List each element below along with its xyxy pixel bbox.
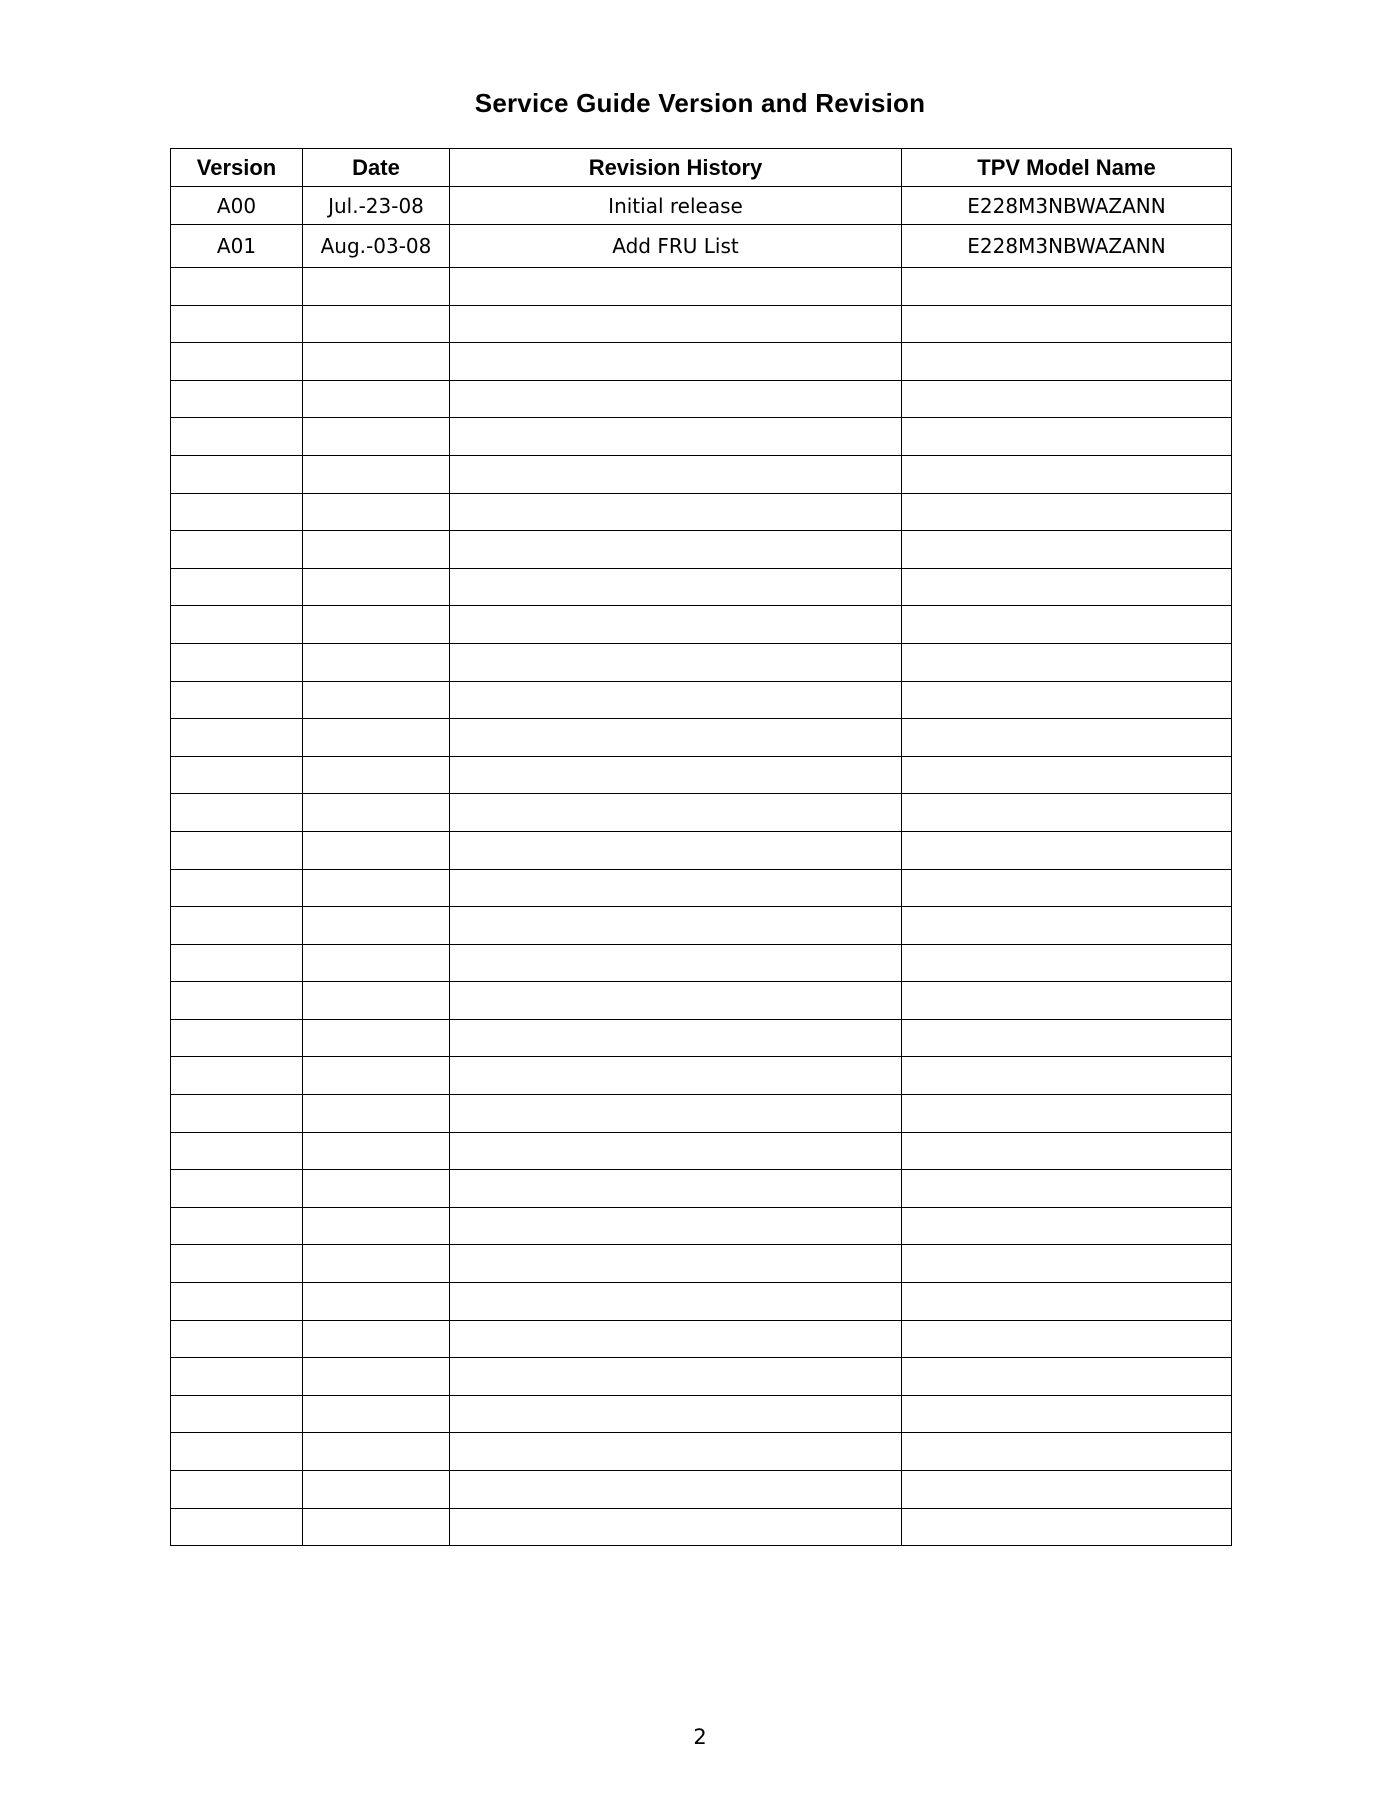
empty-table-row <box>171 982 1232 1020</box>
cell-version: A00 <box>171 187 303 225</box>
empty-table-row <box>171 1245 1232 1283</box>
cell-date <box>303 606 450 644</box>
cell-date <box>303 831 450 869</box>
cell-date: Jul.-23-08 <box>303 187 450 225</box>
cell-version <box>171 944 303 982</box>
cell-model-name <box>902 831 1232 869</box>
cell-model-name <box>902 1132 1232 1170</box>
cell-revision-history <box>450 418 902 456</box>
empty-table-row <box>171 719 1232 757</box>
cell-date <box>303 869 450 907</box>
cell-date <box>303 907 450 945</box>
cell-model-name <box>902 982 1232 1020</box>
cell-date <box>303 493 450 531</box>
cell-version <box>171 1320 303 1358</box>
empty-table-row <box>171 1471 1232 1509</box>
cell-model-name <box>902 1433 1232 1471</box>
cell-revision-history <box>450 268 902 306</box>
empty-table-row <box>171 1433 1232 1471</box>
cell-version <box>171 794 303 832</box>
cell-date <box>303 1433 450 1471</box>
cell-version <box>171 531 303 569</box>
table-row <box>171 187 1232 225</box>
cell-revision-history <box>450 1170 902 1208</box>
cell-version <box>171 268 303 306</box>
page-title: Service Guide Version and Revision <box>474 88 926 118</box>
empty-table-row <box>171 869 1232 907</box>
cell-date <box>303 1471 450 1509</box>
cell-model-name <box>902 455 1232 493</box>
empty-table-row <box>171 794 1232 832</box>
empty-table-row <box>171 455 1232 493</box>
cell-version <box>171 907 303 945</box>
cell-version <box>171 493 303 531</box>
header-date: Date <box>303 149 450 187</box>
cell-model-name <box>902 1207 1232 1245</box>
empty-table-row <box>171 907 1232 945</box>
cell-revision-history <box>450 1395 902 1433</box>
cell-revision-history <box>450 1471 902 1509</box>
cell-revision-history: Add FRU List <box>450 225 902 268</box>
cell-model-name <box>902 1471 1232 1509</box>
empty-table-row <box>171 568 1232 606</box>
cell-model-name <box>902 1358 1232 1396</box>
cell-revision-history <box>450 1095 902 1133</box>
cell-revision-history <box>450 531 902 569</box>
cell-revision-history <box>450 869 902 907</box>
cell-revision-history <box>450 681 902 719</box>
cell-version <box>171 869 303 907</box>
cell-model-name <box>902 869 1232 907</box>
cell-version <box>171 1508 303 1546</box>
empty-table-row <box>171 1095 1232 1133</box>
cell-date <box>303 756 450 794</box>
cell-revision-history <box>450 1358 902 1396</box>
cell-model-name <box>902 1245 1232 1283</box>
cell-version <box>171 1095 303 1133</box>
empty-table-row <box>171 418 1232 456</box>
cell-revision-history <box>450 756 902 794</box>
cell-version <box>171 455 303 493</box>
cell-date <box>303 982 450 1020</box>
cell-version <box>171 1283 303 1321</box>
empty-table-row <box>171 831 1232 869</box>
page-number: 2 <box>693 1725 707 1749</box>
cell-date <box>303 1395 450 1433</box>
cell-revision-history <box>450 982 902 1020</box>
cell-date <box>303 1245 450 1283</box>
empty-table-row <box>171 305 1232 343</box>
empty-table-row <box>171 944 1232 982</box>
cell-date <box>303 944 450 982</box>
header-version: Version <box>171 149 303 187</box>
empty-table-row <box>171 681 1232 719</box>
cell-model-name <box>902 606 1232 644</box>
cell-model-name <box>902 1395 1232 1433</box>
cell-version <box>171 1245 303 1283</box>
empty-table-row <box>171 493 1232 531</box>
cell-date <box>303 1358 450 1396</box>
cell-revision-history <box>450 1019 902 1057</box>
cell-date <box>303 1057 450 1095</box>
cell-revision-history <box>450 1320 902 1358</box>
cell-date <box>303 1019 450 1057</box>
cell-model-name <box>902 418 1232 456</box>
cell-revision-history <box>450 455 902 493</box>
cell-revision-history <box>450 1207 902 1245</box>
cell-revision-history <box>450 1245 902 1283</box>
cell-version <box>171 1395 303 1433</box>
cell-date <box>303 1207 450 1245</box>
cell-revision-history <box>450 1433 902 1471</box>
header-revision-history: Revision History <box>450 149 902 187</box>
cell-date <box>303 1508 450 1546</box>
empty-table-row <box>171 1358 1232 1396</box>
cell-revision-history <box>450 1283 902 1321</box>
empty-table-row <box>171 380 1232 418</box>
cell-revision-history <box>450 305 902 343</box>
cell-date <box>303 531 450 569</box>
cell-version: A01 <box>171 225 303 268</box>
cell-version <box>171 1019 303 1057</box>
cell-revision-history <box>450 831 902 869</box>
empty-table-row <box>171 1508 1232 1546</box>
cell-version <box>171 1471 303 1509</box>
cell-version <box>171 982 303 1020</box>
cell-model-name <box>902 681 1232 719</box>
table-header-row <box>171 149 1232 187</box>
cell-revision-history: Initial release <box>450 187 902 225</box>
cell-model-name <box>902 756 1232 794</box>
cell-date <box>303 1170 450 1208</box>
cell-date <box>303 719 450 757</box>
cell-model-name <box>902 719 1232 757</box>
cell-date: Aug.-03-08 <box>303 225 450 268</box>
cell-version <box>171 606 303 644</box>
cell-model-name <box>902 305 1232 343</box>
cell-date <box>303 1095 450 1133</box>
cell-model-name <box>902 907 1232 945</box>
cell-date <box>303 1132 450 1170</box>
cell-revision-history <box>450 380 902 418</box>
cell-date <box>303 455 450 493</box>
cell-date <box>303 380 450 418</box>
cell-date <box>303 268 450 306</box>
cell-version <box>171 1207 303 1245</box>
empty-table-row <box>171 756 1232 794</box>
cell-revision-history <box>450 907 902 945</box>
cell-revision-history <box>450 606 902 644</box>
table-body <box>171 187 1232 1546</box>
cell-model-name <box>902 380 1232 418</box>
cell-revision-history <box>450 568 902 606</box>
empty-table-row <box>171 1170 1232 1208</box>
header-model-name: TPV Model Name <box>902 149 1232 187</box>
cell-date <box>303 794 450 832</box>
cell-revision-history <box>450 944 902 982</box>
empty-table-row <box>171 268 1232 306</box>
cell-version <box>171 1170 303 1208</box>
cell-model-name <box>902 643 1232 681</box>
empty-table-row <box>171 343 1232 381</box>
cell-version <box>171 1132 303 1170</box>
empty-table-row <box>171 1132 1232 1170</box>
empty-table-row <box>171 1283 1232 1321</box>
empty-table-row <box>171 531 1232 569</box>
cell-version <box>171 1433 303 1471</box>
cell-model-name <box>902 1019 1232 1057</box>
cell-date <box>303 1283 450 1321</box>
cell-version <box>171 568 303 606</box>
cell-model-name <box>902 568 1232 606</box>
empty-table-row <box>171 1395 1232 1433</box>
cell-model-name <box>902 268 1232 306</box>
cell-revision-history <box>450 343 902 381</box>
cell-version <box>171 305 303 343</box>
cell-model-name <box>902 1283 1232 1321</box>
cell-revision-history <box>450 1508 902 1546</box>
cell-date <box>303 343 450 381</box>
empty-table-row <box>171 1019 1232 1057</box>
cell-date <box>303 418 450 456</box>
cell-date <box>303 643 450 681</box>
cell-revision-history <box>450 794 902 832</box>
empty-table-row <box>171 643 1232 681</box>
cell-revision-history <box>450 719 902 757</box>
cell-model-name <box>902 343 1232 381</box>
cell-date <box>303 305 450 343</box>
cell-model-name <box>902 1057 1232 1095</box>
cell-version <box>171 343 303 381</box>
cell-model-name <box>902 1508 1232 1546</box>
cell-model-name <box>902 1095 1232 1133</box>
cell-revision-history <box>450 493 902 531</box>
cell-version <box>171 1358 303 1396</box>
cell-date <box>303 568 450 606</box>
cell-revision-history <box>450 643 902 681</box>
cell-model-name: E228M3NBWAZANN <box>902 225 1232 268</box>
cell-version <box>171 681 303 719</box>
cell-date <box>303 681 450 719</box>
cell-revision-history <box>450 1132 902 1170</box>
empty-table-row <box>171 1207 1232 1245</box>
cell-version <box>171 643 303 681</box>
cell-version <box>171 380 303 418</box>
cell-model-name <box>902 1170 1232 1208</box>
cell-model-name <box>902 944 1232 982</box>
cell-model-name <box>902 1320 1232 1358</box>
cell-date <box>303 1320 450 1358</box>
empty-table-row <box>171 606 1232 644</box>
revision-table <box>170 148 1232 1546</box>
cell-version <box>171 719 303 757</box>
empty-table-row <box>171 1057 1232 1095</box>
cell-model-name <box>902 531 1232 569</box>
cell-version <box>171 831 303 869</box>
cell-model-name: E228M3NBWAZANN <box>902 187 1232 225</box>
empty-table-row <box>171 1320 1232 1358</box>
cell-version <box>171 418 303 456</box>
cell-version <box>171 1057 303 1095</box>
table-row <box>171 225 1232 268</box>
cell-model-name <box>902 493 1232 531</box>
cell-revision-history <box>450 1057 902 1095</box>
cell-version <box>171 756 303 794</box>
cell-model-name <box>902 794 1232 832</box>
